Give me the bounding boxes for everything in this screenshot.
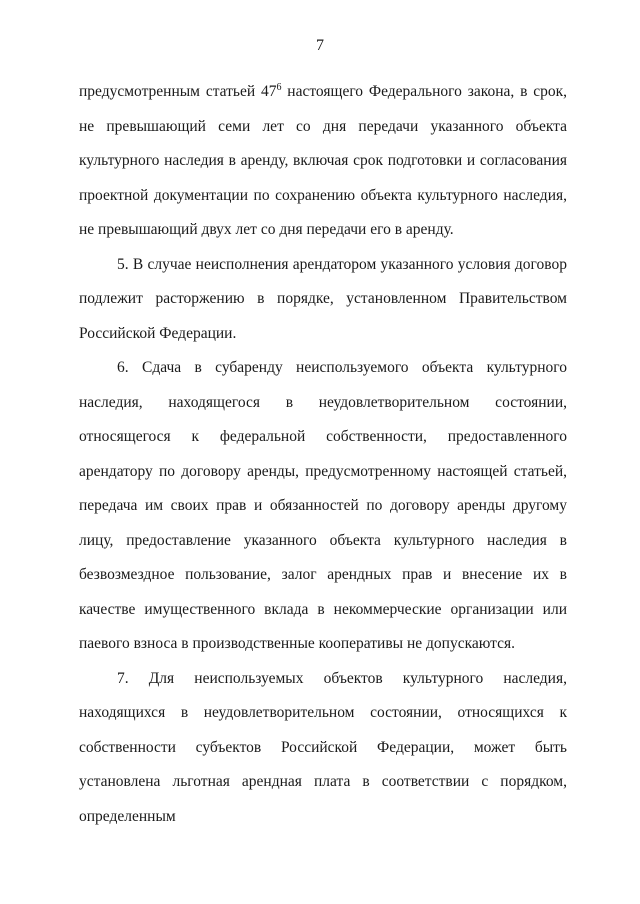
- paragraph-text: предусмотренным статьей 47: [79, 83, 277, 100]
- paragraph-item-6: 6. Сдача в субаренду неиспользуемого объекта культурного наследия, находящегося в неудовлетворительном состоянии, относящегося к федеральной собственности, предоставленного арендатору по договору аренды, предусмотренному настоящей статьей, передача им своих прав и обязанностей по договору аренды другому лицу, предоставление указанного объекта культурного наследия в безвозмездное пользование, залог арендных прав и внесение их в качестве имущественного вклада в некоммерческие организации или паевого взноса в производственные кооперативы не допускаются.: [79, 359, 567, 652]
- page-number: 7: [316, 37, 324, 54]
- paragraph-item-7: 7. Для неиспользуемых объектов культурного наследия, находящихся в неудовлетворительном состоянии, относящихся к собственности субъектов Российской Федерации, может быть установлена льготная арендная плата в соответствии с порядком, определенным: [79, 669, 567, 825]
- paragraph-continuation: [79, 75, 567, 248]
- paragraph-text: настоящего Федерального закона, в срок, не превышающий семи лет со дня передачи указанного объекта культурного наследия в аренду, включая срок подготовки и согласования проектной документации по сохранению объекта культурного наследия, не превышающий двух лет со дня передачи его в аренду.: [79, 83, 567, 238]
- paragraph-item-5: 5. В случае неисполнения арендатором указанного условия договор подлежит расторжению в порядке, установленном Правительством Российской Федерации.: [79, 255, 567, 342]
- document-body: [79, 75, 567, 834]
- superscript-article-index: 6: [276, 81, 282, 93]
